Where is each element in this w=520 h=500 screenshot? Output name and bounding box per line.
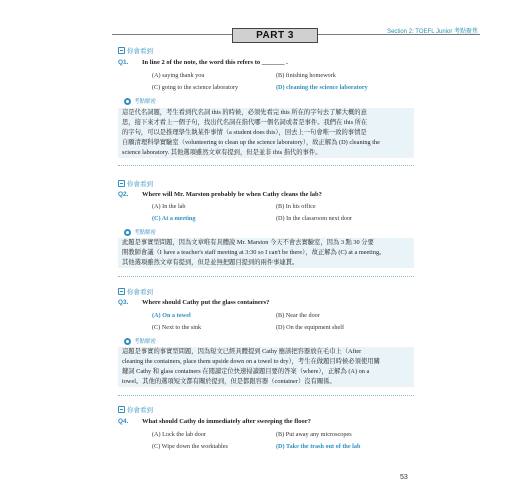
explanation-line: 的字句，可以是推理學生執某件事情（a student does this），回去上一句會唯一致的事情是 (122, 129, 367, 136)
option-a-correct: (A) On a towel (152, 312, 191, 319)
question-text: What should Cathy do immediately after sweeping the floor? (142, 418, 311, 425)
question-number: Q2. (118, 191, 129, 198)
explanation-box (118, 347, 414, 387)
option-d-correct: (D) Take the trash out of the lab (276, 443, 361, 450)
explanation-line: 思，接下來才看上一個子句，找出代名詞在指代哪一個名詞或者是事件。我們在 this 所在 (122, 119, 368, 126)
recall-heading (118, 405, 153, 414)
answer-heading (124, 97, 156, 105)
explanation-line: 開教師會議（I have a teacher's staff meeting at 3:30 so I can't be there），故正解為 (C) at a meeting。 (122, 249, 386, 256)
key-icon (124, 98, 131, 105)
option-c: (C) Next to the sink (152, 324, 202, 331)
explanation-line: 此題是事實型問題，因為文章唯有具體說 Mr. Marston 今天不會去實驗室，因為 3 點 30 分要 (122, 239, 374, 246)
question-text: In line 2 of the note, the word this refers to _______ . (142, 59, 288, 66)
question-number: Q1. (118, 59, 129, 66)
recall-label: 你會看到 (127, 48, 153, 55)
recall-label: 你會看到 (127, 407, 153, 414)
option-b: (B) finishing homework (276, 72, 336, 79)
divider (118, 276, 414, 277)
recall-heading (118, 179, 153, 188)
question-number: Q4. (118, 418, 129, 425)
section-label: Section 2: TOEFL Junior 考點聚焦 (387, 29, 478, 35)
option-c-correct: (C) At a meeting (152, 215, 196, 222)
option-a: (A) Lock the lab door (152, 431, 206, 438)
answer-label: 考點解密 (134, 99, 157, 105)
key-icon (124, 229, 131, 236)
part-tab: PART 3 (232, 28, 318, 43)
page-number: 53 (400, 474, 408, 481)
option-d: (D) On the equipment shelf (276, 324, 345, 331)
recall-heading (118, 46, 153, 55)
explanation-box (118, 108, 414, 158)
recall-label: 你會看到 (127, 181, 153, 188)
book-icon (118, 180, 125, 187)
option-a: (A) In the lab (152, 203, 186, 210)
book-icon (118, 47, 125, 54)
option-c: (C) Wipe down the worktables (152, 443, 228, 450)
recall-label: 你會看到 (127, 289, 153, 296)
explanation-line: towel。其他的選項短文都有關於提到，但是都跟容器（container）沒有關係。 (122, 378, 336, 385)
divider (118, 395, 414, 396)
question-text: Where should Cathy put the glass containers? (142, 299, 270, 306)
explanation-line: 鍵詞 Cathy 和 glass containers 在閱讀定位快速掃讀題目要的答案（where），正解為 (A) on a (122, 368, 370, 375)
answer-label: 考點解密 (134, 339, 157, 345)
option-a: (A) saying thank you (152, 72, 205, 79)
key-icon (124, 338, 131, 345)
explanation-line: 這題是事實的事實型問題，因為短文已經具體提到 Cathy 應該把容器放在毛巾上（After (122, 348, 362, 355)
option-d-correct: (D) cleaning the science laboratory (276, 84, 368, 91)
book-icon (118, 406, 125, 413)
answer-label: 考點解密 (134, 230, 157, 236)
recall-heading (118, 287, 153, 296)
explanation-line: science laboratory. 其他選項雖然文章有提到，但是並非 this 指代的事件。 (122, 149, 322, 156)
explanation-line: cleaning the containers, place them upside down on a towel to dry），考生在做題目時候必須使用關 (122, 358, 380, 365)
answer-heading (124, 337, 156, 345)
explanation-line: 自願清理科學實驗室（volunteering to clean up the science laboratory），故正解為 (D) cleaning the (122, 139, 380, 146)
option-b: (B) Put away any microscopes (276, 431, 352, 438)
explanation-line: 其他選項雖然文章有提到，但是並無把題目提到的兩件事連貫。 (122, 259, 299, 266)
book-icon (118, 288, 125, 295)
divider (118, 165, 414, 166)
option-c: (C) going to the science laboratory (152, 84, 239, 91)
explanation-line: 這是代名詞題，考生看到代名詞 this 的時候，必須先看完 this 所在的字句去了解大概的意 (122, 109, 367, 116)
option-d: (D) In the classroom next door (276, 215, 353, 222)
option-b: (B) Near the door (276, 312, 320, 319)
question-number: Q3. (118, 299, 129, 306)
answer-heading (124, 228, 156, 236)
question-text: Where will Mr. Marston probably be when Cathy cleans the lab? (142, 191, 322, 198)
explanation-box (118, 238, 414, 268)
option-b: (B) In his office (276, 203, 316, 210)
